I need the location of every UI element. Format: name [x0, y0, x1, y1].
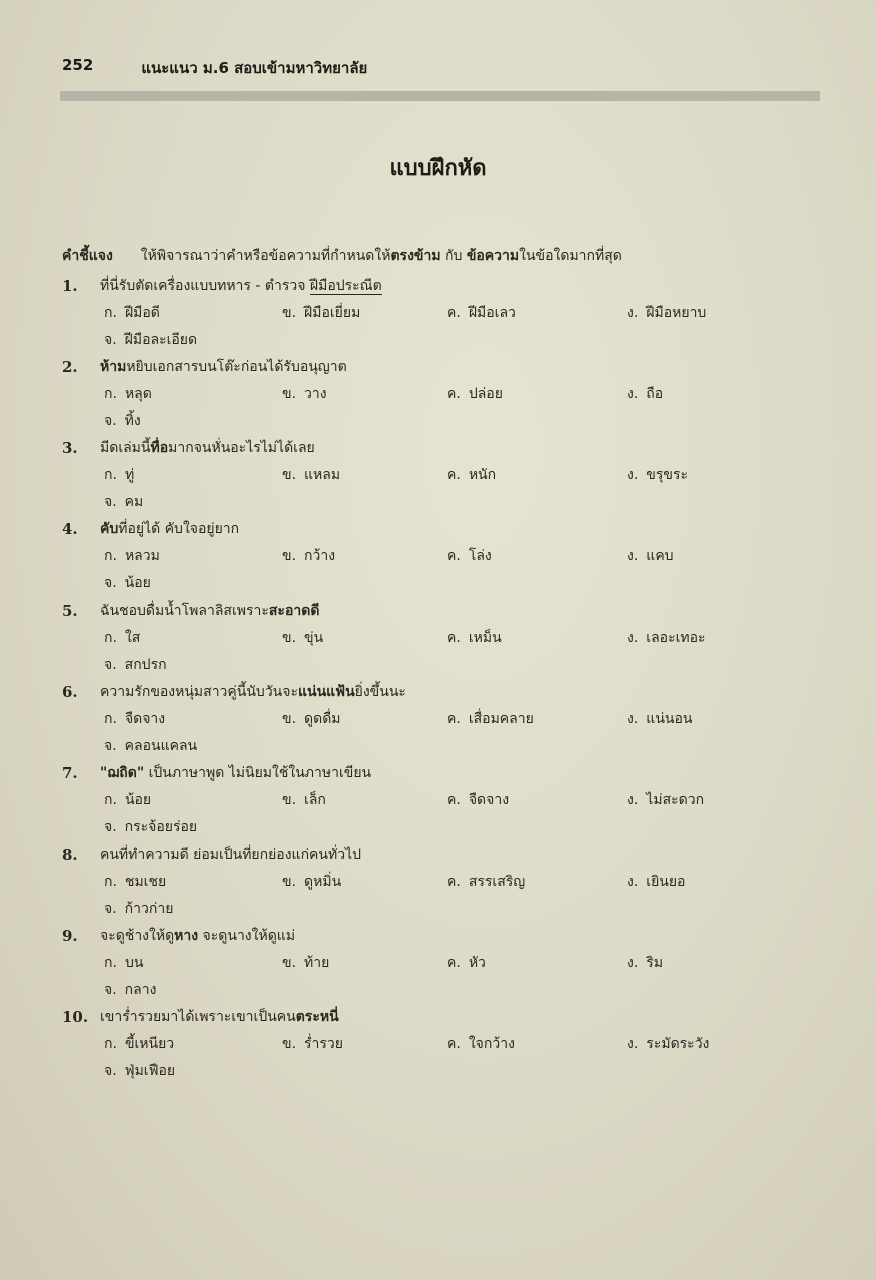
- instruction-text: ให้พิจารณาว่าคำหรือข้อความที่กำหนดให้: [140, 248, 391, 264]
- option-c[interactable]: ค. เหม็น: [447, 629, 502, 646]
- option-b[interactable]: ข. ท้าย: [282, 954, 330, 971]
- options-row: [62, 895, 782, 922]
- page-number: 252: [62, 56, 94, 74]
- question-item: [62, 353, 782, 434]
- question-list: [62, 272, 782, 1085]
- option-b[interactable]: ข. ฝีมือเยี่ยม: [282, 304, 361, 321]
- option-b[interactable]: ข. ดูหมิ่น: [282, 873, 342, 890]
- question-item: [62, 922, 782, 1003]
- question-text: เขาร่ำรวยมาได้เพราะเขาเป็นคนตระหนี่: [100, 1009, 339, 1026]
- options-row: [62, 326, 782, 353]
- option-a[interactable]: ก. ใส: [104, 629, 141, 646]
- option-c[interactable]: ค. หนัก: [447, 467, 497, 484]
- option-b[interactable]: ข. วาง: [282, 385, 327, 402]
- instruction-text: ในข้อใดมากที่สุด: [519, 248, 622, 264]
- option-e[interactable]: จ. ฟุ่มเฟือย: [104, 1063, 176, 1080]
- question-item: [62, 516, 782, 597]
- question-text: มีดเล่มนี้ทื่อมากจนหั่นอะไรไม่ได้เลย: [100, 440, 315, 457]
- question-text: ฉันชอบดื่มน้ำโพลาลิสเพราะสะอาดดี: [100, 602, 320, 619]
- running-head: [62, 56, 367, 80]
- question-number: 9.: [62, 926, 78, 945]
- option-a[interactable]: ก. ชมเชย: [104, 873, 167, 890]
- option-c[interactable]: ค. เสื่อมคลาย: [447, 710, 534, 727]
- option-d[interactable]: ง. ริม: [627, 954, 664, 971]
- options-row: [62, 407, 782, 434]
- question-text: ห้ามหยิบเอกสารบนโต๊ะก่อนได้รับอนุญาต: [100, 358, 347, 375]
- question-number: 7.: [62, 764, 78, 783]
- question-text: จะดูช้างให้ดูหาง จะดูนางให้ดูแม่: [100, 927, 296, 944]
- option-a[interactable]: ก. จืดจาง: [104, 710, 166, 727]
- option-e[interactable]: จ. กระจ้อยร่อย: [104, 819, 198, 836]
- option-d[interactable]: ง. แน่นอน: [627, 710, 693, 727]
- option-b[interactable]: ข. กว้าง: [282, 548, 336, 565]
- options-row: [62, 976, 782, 1003]
- options-row: [62, 1058, 782, 1085]
- option-b[interactable]: ข. ขุ่น: [282, 629, 324, 646]
- option-d[interactable]: ง. ไม่สะดวก: [627, 792, 705, 809]
- option-a[interactable]: ก. บน: [104, 954, 144, 971]
- option-c[interactable]: ค. สรรเสริญ: [447, 873, 526, 890]
- question-number: 2.: [62, 357, 78, 376]
- option-d[interactable]: ง. ระมัดระวัง: [627, 1036, 710, 1053]
- options-row: [62, 380, 782, 407]
- question-item: [62, 1004, 782, 1085]
- question-text: ความรักของหนุ่มสาวคู่นี้นับวันจะแน่นแฟ้นยิ่งขึ้นนะ: [100, 683, 406, 700]
- options-row: [62, 299, 782, 326]
- options-row: [62, 868, 782, 895]
- option-d[interactable]: ง. เลอะเทอะ: [627, 629, 706, 646]
- option-a[interactable]: ก. ทู่: [104, 467, 135, 484]
- options-row: [62, 462, 782, 489]
- instruction-text: กับ: [440, 248, 467, 264]
- option-a[interactable]: ก. ฝีมือดี: [104, 304, 160, 321]
- options-row: [62, 732, 782, 759]
- option-e[interactable]: จ. ฝีมือละเอียด: [104, 331, 198, 348]
- options-row: [62, 1031, 782, 1058]
- instruction-label: คำชี้แจง: [62, 248, 113, 264]
- option-e[interactable]: จ. กลาง: [104, 981, 157, 998]
- option-c[interactable]: ค. หัว: [447, 954, 486, 971]
- question-number: 8.: [62, 845, 78, 864]
- option-d[interactable]: ง. แคบ: [627, 548, 674, 565]
- option-b[interactable]: ข. เล็ก: [282, 792, 326, 809]
- question-item: [62, 841, 782, 922]
- question-number: 5.: [62, 601, 78, 620]
- question-item: [62, 272, 782, 353]
- question-number: 1.: [62, 276, 78, 295]
- option-d[interactable]: ง. ถือ: [627, 385, 664, 402]
- option-b[interactable]: ข. ร่ำรวย: [282, 1036, 343, 1053]
- options-row: [62, 949, 782, 976]
- options-row: [62, 570, 782, 597]
- question-text: ที่นี่รับตัดเครื่องแบบทหาร - ตำรวจ ฝีมือประณีต: [100, 277, 382, 294]
- question-number: 4.: [62, 520, 78, 539]
- option-c[interactable]: ค. ปล่อย: [447, 385, 503, 402]
- option-e[interactable]: จ. ทิ้ง: [104, 412, 141, 429]
- header-rule: [60, 91, 820, 101]
- question-item: [62, 597, 782, 678]
- options-row: [62, 787, 782, 814]
- option-e[interactable]: จ. สกปรก: [104, 656, 167, 673]
- instruction-emphasis: ตรงข้าม: [390, 248, 441, 264]
- option-d[interactable]: ง. ขรุขระ: [627, 467, 688, 484]
- question-item: [62, 760, 782, 841]
- instruction-emphasis: ข้อความ: [466, 248, 520, 264]
- question-number: 10.: [62, 1008, 89, 1027]
- option-c[interactable]: ค. โล่ง: [447, 548, 492, 565]
- option-d[interactable]: ง. ฝีมือหยาบ: [627, 304, 707, 321]
- instruction: [62, 245, 622, 267]
- options-row: [62, 814, 782, 841]
- option-c[interactable]: ค. ฝีมือเลว: [447, 304, 516, 321]
- option-a[interactable]: ก. ขี้เหนียว: [104, 1036, 175, 1053]
- option-a[interactable]: ก. น้อย: [104, 792, 152, 809]
- options-row: [62, 543, 782, 570]
- option-a[interactable]: ก. หลวม: [104, 548, 160, 565]
- question-item: [62, 678, 782, 759]
- option-c[interactable]: ค. ใจกว้าง: [447, 1036, 515, 1053]
- question-number: 3.: [62, 439, 78, 458]
- question-text: คับที่อยู่ได้ คับใจอยู่ยาก: [100, 521, 240, 538]
- question-number: 6.: [62, 682, 78, 701]
- option-c[interactable]: ค. จืดจาง: [447, 792, 510, 809]
- page-title: แบบฝึกหัด: [389, 156, 487, 181]
- option-b[interactable]: ข. แหลม: [282, 467, 341, 484]
- question-text: "ฌถิด" เป็นภาษาพูด ไม่นิยมใช้ในภาษาเขียน: [100, 765, 372, 782]
- options-row: [62, 489, 782, 516]
- book-title: แนะแนว ม.6 สอบเข้ามหาวิทยาลัย: [141, 59, 368, 77]
- option-e[interactable]: จ. ก้าวก่าย: [104, 900, 174, 917]
- option-e[interactable]: จ. น้อย: [104, 575, 151, 592]
- options-row: [62, 624, 782, 651]
- question-text: คนที่ทำความดี ย่อมเป็นที่ยกย่องแก่คนทั่วไป: [100, 846, 362, 863]
- option-a[interactable]: ก. หลุด: [104, 385, 152, 402]
- option-e[interactable]: จ. คม: [104, 494, 144, 511]
- option-d[interactable]: ง. เยินยอ: [627, 873, 686, 890]
- option-b[interactable]: ข. ดูดดื่ม: [282, 710, 341, 727]
- question-item: [62, 435, 782, 516]
- options-row: [62, 705, 782, 732]
- option-e[interactable]: จ. คลอนแคลน: [104, 737, 198, 754]
- options-row: [62, 651, 782, 678]
